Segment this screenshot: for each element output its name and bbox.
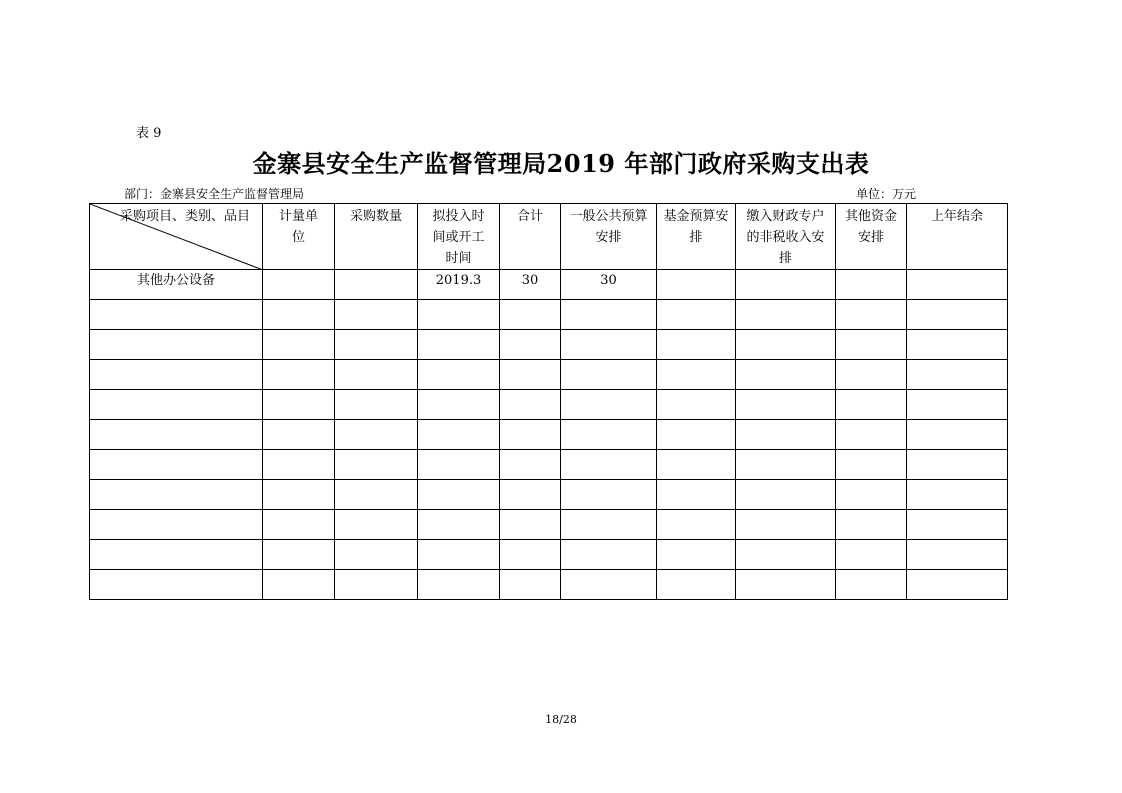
table-row: [90, 360, 1008, 390]
table-cell: [500, 420, 561, 450]
table-cell: [418, 450, 500, 480]
table-cell: [500, 540, 561, 570]
table-cell: [736, 360, 836, 390]
table-cell: [907, 300, 1008, 330]
table-cell: [90, 330, 263, 360]
table-cell: [657, 510, 736, 540]
table-cell: [561, 420, 657, 450]
page-title: 金寨县安全生产监督管理局2019 年部门政府采购支出表: [252, 149, 870, 178]
table-cell: [90, 390, 263, 420]
table-cell: [561, 570, 657, 600]
table-cell: [263, 510, 335, 540]
table-cell: [263, 360, 335, 390]
table-cell: [500, 480, 561, 510]
table-cell: [500, 510, 561, 540]
table-cell: [263, 570, 335, 600]
table-row: [90, 270, 1008, 300]
table-cell: [907, 540, 1008, 570]
table-cell: [836, 390, 907, 420]
table-cell: [836, 360, 907, 390]
table-cell: [907, 510, 1008, 540]
table-cell: [736, 330, 836, 360]
table-cell: [90, 510, 263, 540]
table-cell: [418, 360, 500, 390]
header-cell: 其他资金安排: [836, 204, 907, 270]
table-row: [90, 420, 1008, 450]
table-cell: [335, 390, 418, 420]
table-cell: [335, 510, 418, 540]
page-number: 18/28: [545, 713, 577, 726]
table-cell: [836, 510, 907, 540]
table-cell: [418, 510, 500, 540]
table-cell: [836, 270, 907, 300]
header-cell: 计量单位: [263, 204, 335, 270]
table-cell: [335, 540, 418, 570]
table-row: [90, 330, 1008, 360]
table-cell: [418, 480, 500, 510]
table-cell: [736, 540, 836, 570]
table-cell: [561, 390, 657, 420]
table-row: [90, 300, 1008, 330]
table-cell: [561, 540, 657, 570]
table-cell: [836, 420, 907, 450]
table-cell: 2019.3: [418, 270, 500, 300]
table-cell: [263, 450, 335, 480]
table-cell: [90, 300, 263, 330]
unit-label: 单位：万元: [856, 187, 917, 201]
table-cell: [263, 480, 335, 510]
table-cell: [736, 420, 836, 450]
table-cell: [561, 480, 657, 510]
table-cell: [657, 270, 736, 300]
table-row: [90, 510, 1008, 540]
header-cell: 缴入财政专户的非税收入安排: [736, 204, 836, 270]
table-cell: [335, 300, 418, 330]
table-cell: [907, 270, 1008, 300]
table-cell: [736, 390, 836, 420]
table-cell: [657, 360, 736, 390]
table-cell: [657, 480, 736, 510]
table-cell: [263, 420, 335, 450]
table-cell: [657, 420, 736, 450]
table-cell: [836, 330, 907, 360]
table-cell: [561, 300, 657, 330]
table-cell: [657, 570, 736, 600]
table-cell: [836, 480, 907, 510]
table-cell: [836, 450, 907, 480]
table-row: [90, 540, 1008, 570]
table-cell: [90, 480, 263, 510]
table-cell: [90, 540, 263, 570]
header-cell-item: [90, 204, 263, 270]
table-cell: [335, 420, 418, 450]
table-cell: [335, 480, 418, 510]
table-cell: [90, 360, 263, 390]
table-cell: [836, 300, 907, 330]
table-cell: [736, 270, 836, 300]
table-cell: [561, 450, 657, 480]
header-cell: 采购数量: [335, 204, 418, 270]
table-cell: [90, 420, 263, 450]
table-cell: [736, 570, 836, 600]
table-cell: [657, 450, 736, 480]
table-cell: 其他办公设备: [90, 270, 263, 300]
table-cell: [657, 390, 736, 420]
table-cell: [500, 330, 561, 360]
table-cell: [335, 330, 418, 360]
table-cell: [263, 390, 335, 420]
header-cell: 基金预算安排: [657, 204, 736, 270]
header-label: 采购项目、类别、品目: [119, 209, 250, 224]
table-cell: [736, 510, 836, 540]
table-cell: [90, 450, 263, 480]
table-cell: [907, 480, 1008, 510]
table-cell: [418, 390, 500, 420]
table-cell: [418, 570, 500, 600]
table-cell: 30: [561, 270, 657, 300]
table-cell: [263, 270, 335, 300]
table-cell: [657, 330, 736, 360]
table-cell: [500, 450, 561, 480]
table-cell: [907, 360, 1008, 390]
table-cell: [907, 450, 1008, 480]
table-cell: [500, 390, 561, 420]
table-cell: [736, 450, 836, 480]
table-cell: [907, 420, 1008, 450]
table-cell: [90, 570, 263, 600]
table-cell: [836, 540, 907, 570]
table-cell: [500, 300, 561, 330]
table-cell: [335, 270, 418, 300]
table-label: 表 9: [136, 126, 162, 141]
table-cell: [907, 330, 1008, 360]
table-cell: [736, 300, 836, 330]
table-row: [90, 570, 1008, 600]
table-cell: [335, 570, 418, 600]
table-cell: [657, 540, 736, 570]
table-cell: [736, 480, 836, 510]
table-cell: [500, 570, 561, 600]
table-cell: [418, 330, 500, 360]
table-cell: 30: [500, 270, 561, 300]
table-cell: [561, 330, 657, 360]
table-cell: [263, 330, 335, 360]
header-cell: 上年结余: [907, 204, 1008, 270]
table-cell: [418, 300, 500, 330]
table-cell: [907, 570, 1008, 600]
table-cell: [561, 360, 657, 390]
header-cell: 一般公共预算安排: [561, 204, 657, 270]
table-row: [90, 450, 1008, 480]
procurement-table: [89, 203, 1008, 600]
table-cell: [263, 540, 335, 570]
table-cell: [657, 300, 736, 330]
table-cell: [836, 570, 907, 600]
department-label: 部门：金寨县安全生产监督管理局: [124, 187, 305, 201]
header-cell: 合计: [500, 204, 561, 270]
table-row: [90, 390, 1008, 420]
table-cell: [335, 360, 418, 390]
table-cell: [561, 510, 657, 540]
table-cell: [335, 450, 418, 480]
table-cell: [500, 360, 561, 390]
table-cell: [418, 420, 500, 450]
table-cell: [418, 540, 500, 570]
table-cell: [907, 390, 1008, 420]
table-cell: [263, 300, 335, 330]
table-row: [90, 480, 1008, 510]
header-row: [90, 204, 1008, 270]
header-cell: 拟投入时间或开工时间: [418, 204, 500, 270]
